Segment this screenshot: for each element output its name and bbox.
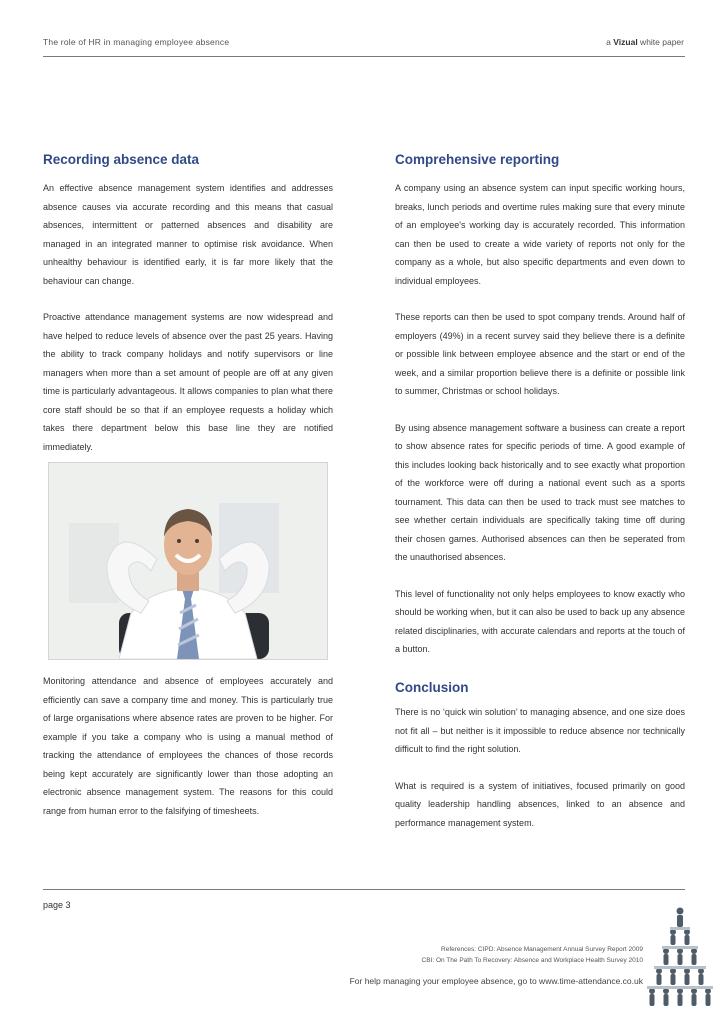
paragraph: A company using an absence system can input specific working hours, breaks, lunch periods and overtime rules making sure that every minute of an employee's working day is accurately recorded. This information can then be used to create a wide variety of reports not only for the company as a whole, but also specific departments and even down to individual employees. [395,183,685,286]
right-column-conclusion [395,680,685,832]
footer-divider [43,889,685,890]
paragraph: These reports can then be used to spot company trends. Around half of employers (49%) in a recent survey said they believe there is a definite or possible link between employee absence and the start or end of the week, and a similar proportion believe there is a definite or possible link to summer, Christmas or school holidays. [395,312,685,396]
left-column-top [43,152,333,456]
people-pyramid-icon [640,905,720,1017]
paragraph: There is no ‘quick win solution’ to managing absence, and one size does not fit all – but neither is it impossible to reduce absence nor technically difficult to find the right solution. [395,707,685,754]
reference-line: References: CIPD: Absence Management Annual Survey Report 2009 [441,946,643,953]
header-brand-suffix: white paper [637,37,684,47]
paragraph: What is required is a system of initiatives, focused primarily on good quality leadership handling absences, linked to an absence and performance management system. [395,780,685,828]
right-column-top [395,152,685,659]
header-brand-line [606,37,684,47]
paragraph: An effective absence management system identifies and addresses absence causes via accurate recording and this means that casual absences, intermittent or patterned absences and disability are managed in an integrated manner to optimise risk avoidance. When unhealthy behaviour is identified early, it is far more likely that the behaviour can change. [43,183,333,286]
paragraph: By using absence management software a business can create a report to show absence rates for specific periods of time. A good example of this includes looking back historically and to see exactly what proportion of the workforce were off during a national event such as a sports tournament. This data can then be used to track must see matches to see whether certain individuals are specifically taking time off during their chosen games. Authorised absences can then be seperated from the unauthorised absences. [395,422,685,562]
references [422,944,644,966]
header-brand-name: Vizual [613,37,638,47]
people-tower-graphic [640,905,720,1022]
photo-illustration [49,463,327,659]
section-heading-conclusion: Conclusion [395,680,469,695]
reference-line: CBI: On The Path To Recovery: Absence and Workplace Health Survey 2010 [421,957,643,964]
left-column-bottom [43,672,333,820]
man-relaxing-photo [48,462,328,660]
paragraph: Monitoring attendance and absence of employees accurately and efficiently can save a company time and money. This is particularly true of large organisations where absence rates are proven to be higher. For example if you take a company who is using a manual method of tracking the attendance of employees the chances of those records being kept accurately are significantly lower than those adopting an electronic absence management system. The reasons for this could range from human error to the falsifying of timesheets. [43,676,333,816]
header-title: The role of HR in managing employee absence [43,37,230,47]
paragraph: Proactive attendance management systems are now widespread and have helped to reduce levels of absence over the past 25 years. Having the ability to track company holidays and notify supervisors or line managers when more than a set amount of people are off at any given time is particularly advantageous. It allows companies to plan what there core staff should be so that if an employee requests a holiday which takes there department below this base line they are notified immediately. [43,312,333,452]
footer-help-text: For help managing your employee absence, go to www.time-attendance.co.uk [349,976,643,986]
paragraph: This level of functionality not only helps employees to know exactly who should be working when, but it can also be used to back up any absence related disciplinaries, with accurate calendars and reports at the touch of a button. [395,588,685,654]
page-number: page 3 [43,900,71,910]
header-divider [43,56,685,57]
header-brand-prefix: a [606,37,614,47]
section-heading-reporting: Comprehensive reporting [395,152,560,167]
section-heading-recording: Recording absence data [43,152,200,167]
